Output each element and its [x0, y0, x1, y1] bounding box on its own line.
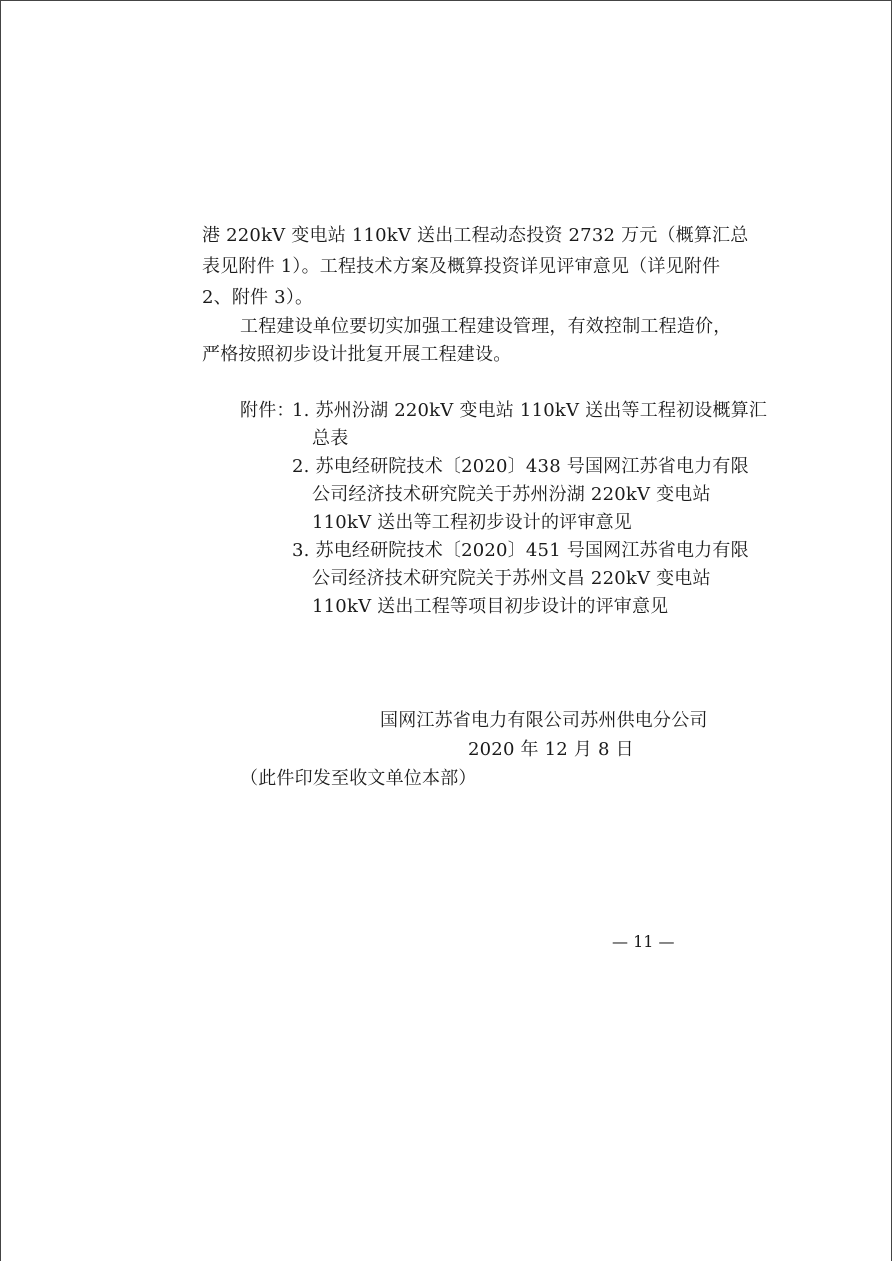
issue-date: 2020 年 12 月 8 日 — [468, 739, 634, 760]
attachment-item-2-line: 公司经济技术研究院关于苏州汾湖 220kV 变电站 — [312, 484, 711, 505]
attachment-item-2-line: 2. 苏电经研院技术〔2020〕438 号国网江苏省电力有限 — [292, 456, 749, 477]
attachment-item-3-line: 110kV 送出工程等项目初步设计的评审意见 — [312, 596, 669, 617]
body-text-line: 工程建设单位要切实加强工程建设管理，有效控制工程造价， — [240, 316, 732, 337]
page-number: — 11 — — [612, 932, 675, 951]
distribution-note: （此件印发至收文单位本部） — [240, 768, 477, 789]
body-text-line: 2、附件 3）。 — [202, 287, 314, 308]
attachment-item-3-line: 公司经济技术研究院关于苏州文昌 220kV 变电站 — [312, 568, 711, 589]
body-text-line: 港 220kV 变电站 110kV 送出工程动态投资 2732 万元（概算汇总 — [202, 225, 749, 246]
attachment-item-2-line: 110kV 送出等工程初步设计的评审意见 — [312, 512, 632, 533]
body-text-line: 表见附件 1）。工程技术方案及概算投资详见评审意见（详见附件 — [202, 256, 721, 277]
attachment-item-1-line: 1. 苏州汾湖 220kV 变电站 110kV 送出等工程初设概算汇 — [292, 400, 768, 421]
attachments-label: 附件： — [240, 400, 295, 421]
body-text-line: 严格按照初步设计批复开展工程建设。 — [202, 344, 512, 365]
attachment-item-1-line: 总表 — [312, 428, 349, 449]
issuer-name: 国网江苏省电力有限公司苏州供电分公司 — [380, 710, 708, 731]
attachment-item-3-line: 3. 苏电经研院技术〔2020〕451 号国网江苏省电力有限 — [292, 540, 749, 561]
